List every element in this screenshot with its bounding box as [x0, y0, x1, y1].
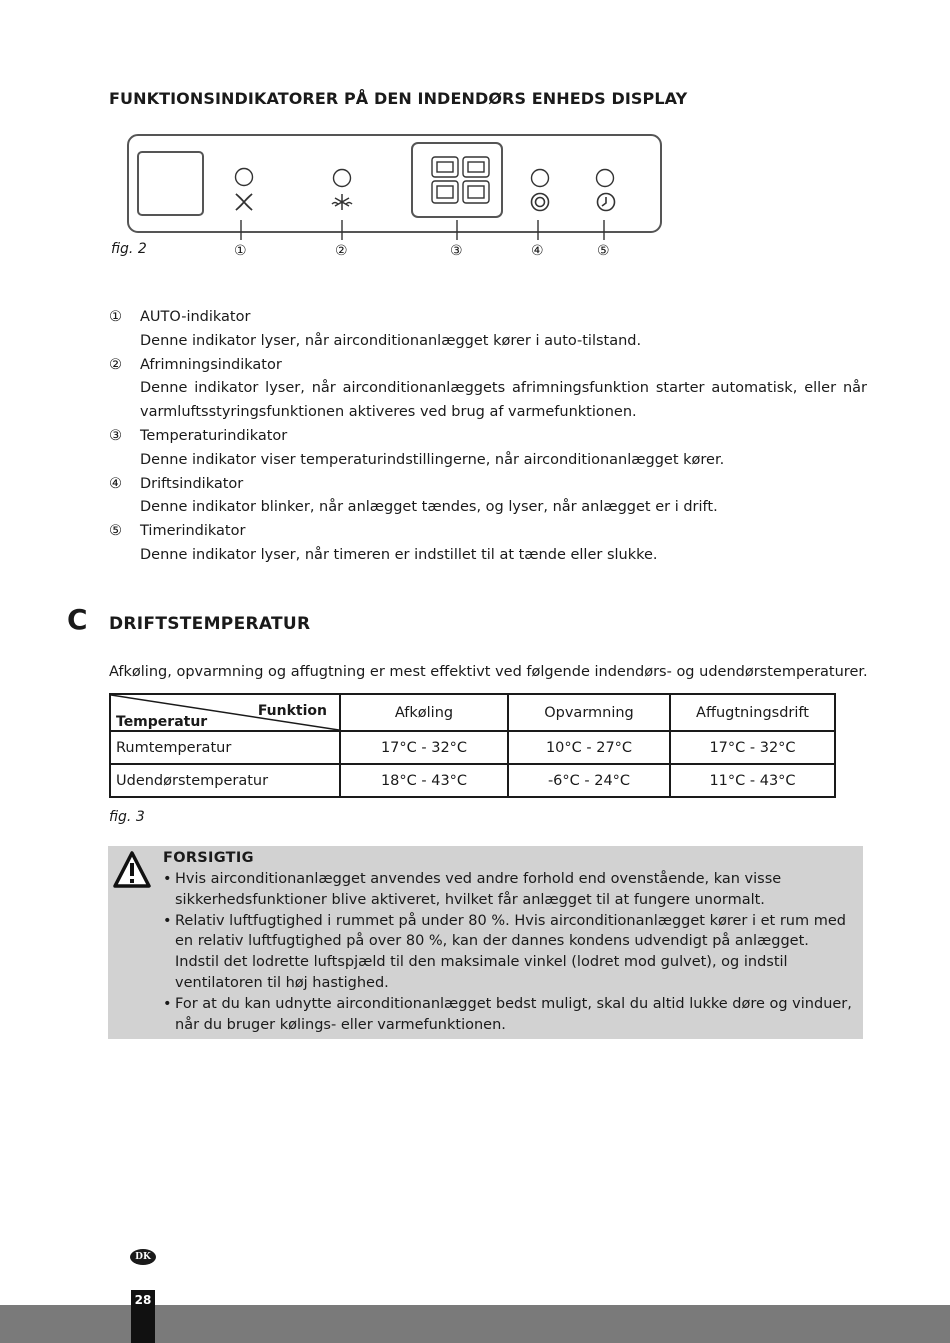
column-header: Affugtningsdrift [670, 694, 835, 731]
defrost-icon [332, 194, 352, 210]
table-cell: 17°C - 32°C [670, 731, 835, 764]
list-item [109, 520, 867, 568]
run-led [532, 170, 549, 187]
list-item [109, 425, 867, 473]
list-item [109, 473, 867, 521]
figure-3-label: fig. 3 [109, 809, 145, 825]
item-title: Driftsindikator [140, 475, 244, 492]
country-badge: DK [130, 1249, 156, 1265]
column-header: Afkøling [340, 694, 508, 731]
callout-number: ④ [531, 243, 544, 259]
item-description: Denne indikator lyser, når timeren er indstillet til at tænde eller slukke. [140, 546, 658, 563]
table-corner-cell [110, 694, 340, 731]
row-header: Udendørstemperatur [110, 764, 340, 797]
callout-number: ⑤ [597, 243, 610, 259]
table-header-row [110, 694, 835, 731]
auto-led [236, 169, 253, 186]
item-number: ⑤ [109, 523, 122, 540]
table-cell: 10°C - 27°C [508, 731, 670, 764]
display-panel-diagram [100, 128, 680, 268]
column-header: Opvarmning [508, 694, 670, 731]
section-heading: FUNKTIONSINDIKATORER PÅ DEN INDENDØRS ENHEDS DISPLAY [109, 89, 688, 108]
item-number: ① [109, 309, 122, 325]
callout-number: ② [335, 243, 348, 259]
corner-bottom-label: Temperatur [116, 714, 208, 730]
timer-led [597, 170, 614, 187]
panel-window [138, 152, 203, 215]
temperature-display [412, 143, 502, 217]
table-cell: 11°C - 43°C [670, 764, 835, 797]
item-description: Denne indikator lyser, når airconditionanlæggets afrimningsfunktion starter automatisk, eller når varmluftsstyringsfunktionen aktiveres ved brug af varmefunktionen. [140, 380, 867, 421]
item-number: ② [109, 356, 122, 373]
table-row [110, 764, 835, 797]
seven-segment-digits [432, 157, 489, 203]
callout-number: ① [234, 243, 247, 259]
callout-number: ③ [450, 243, 463, 259]
item-title: Temperaturindikator [140, 427, 288, 444]
callout-lines [241, 220, 604, 240]
auto-icon [236, 194, 252, 210]
section-title: DRIFTSTEMPERATUR [109, 614, 311, 634]
item-number: ③ [109, 427, 122, 444]
caution-item: • For at du kan udnytte airconditionanlægget bedst muligt, skal du altid lukke døre og vinduer, når du bruger kølings- eller varmefunktionen. [163, 994, 855, 1036]
item-title: Afrimningsindikator [140, 356, 282, 373]
caution-title: FORSIGTIG [163, 850, 254, 866]
corner-top-label: Funktion [257, 703, 327, 719]
item-number: ④ [109, 475, 122, 492]
defrost-led [334, 170, 351, 187]
item-description: Denne indikator lyser, når airconditionanlægget kører i auto-tilstand. [140, 332, 642, 349]
table-cell: -6°C - 24°C [508, 764, 670, 797]
indicator-list [109, 306, 867, 568]
timer-icon [598, 194, 615, 211]
caution-list [163, 869, 855, 1035]
item-title: AUTO-indikator [140, 309, 251, 325]
temperature-table [109, 693, 836, 798]
panel-outline [128, 135, 661, 232]
list-item [109, 354, 867, 425]
warning-icon [112, 850, 152, 890]
table-cell: 18°C - 43°C [340, 764, 508, 797]
page-number: 28 [134, 1293, 152, 1307]
item-description: Denne indikator viser temperaturindstillingerne, når airconditionanlægget kører. [140, 451, 725, 468]
row-header: Rumtemperatur [110, 731, 340, 764]
figure-2-label: fig. 2 [111, 241, 147, 257]
section-letter: C [67, 603, 88, 636]
table-row [110, 731, 835, 764]
run-icon [532, 194, 549, 211]
caution-box [108, 846, 863, 1039]
list-item [109, 306, 867, 354]
item-title: Timerindikator [140, 523, 246, 540]
item-description: Denne indikator blinker, når anlægget tændes, og lyser, når anlægget er i drift. [140, 499, 718, 516]
intro-paragraph: Afkøling, opvarmning og affugtning er mest effektivt ved følgende indendørs- og udendørstemperaturer. [109, 664, 868, 680]
caution-item: • Hvis airconditionanlægget anvendes ved andre forhold end ovenstående, kan visse sikkerhedsfunktioner blive aktiveret, hvilket får anlægget til at fungere unormalt. [163, 869, 855, 911]
caution-item: • Relativ luftfugtighed i rummet på under 80 %. Hvis airconditionanlægget kører i et rum med en relativ luftfugtighed på over 80 %, kan der dannes kondens udvendigt på anlægget. Indstil det lodrette luftspjæld til den maksimale vinkel (lodret mod gulvet), og indstil ventilatoren til høj hastighed. [163, 911, 855, 994]
table-cell: 17°C - 32°C [340, 731, 508, 764]
